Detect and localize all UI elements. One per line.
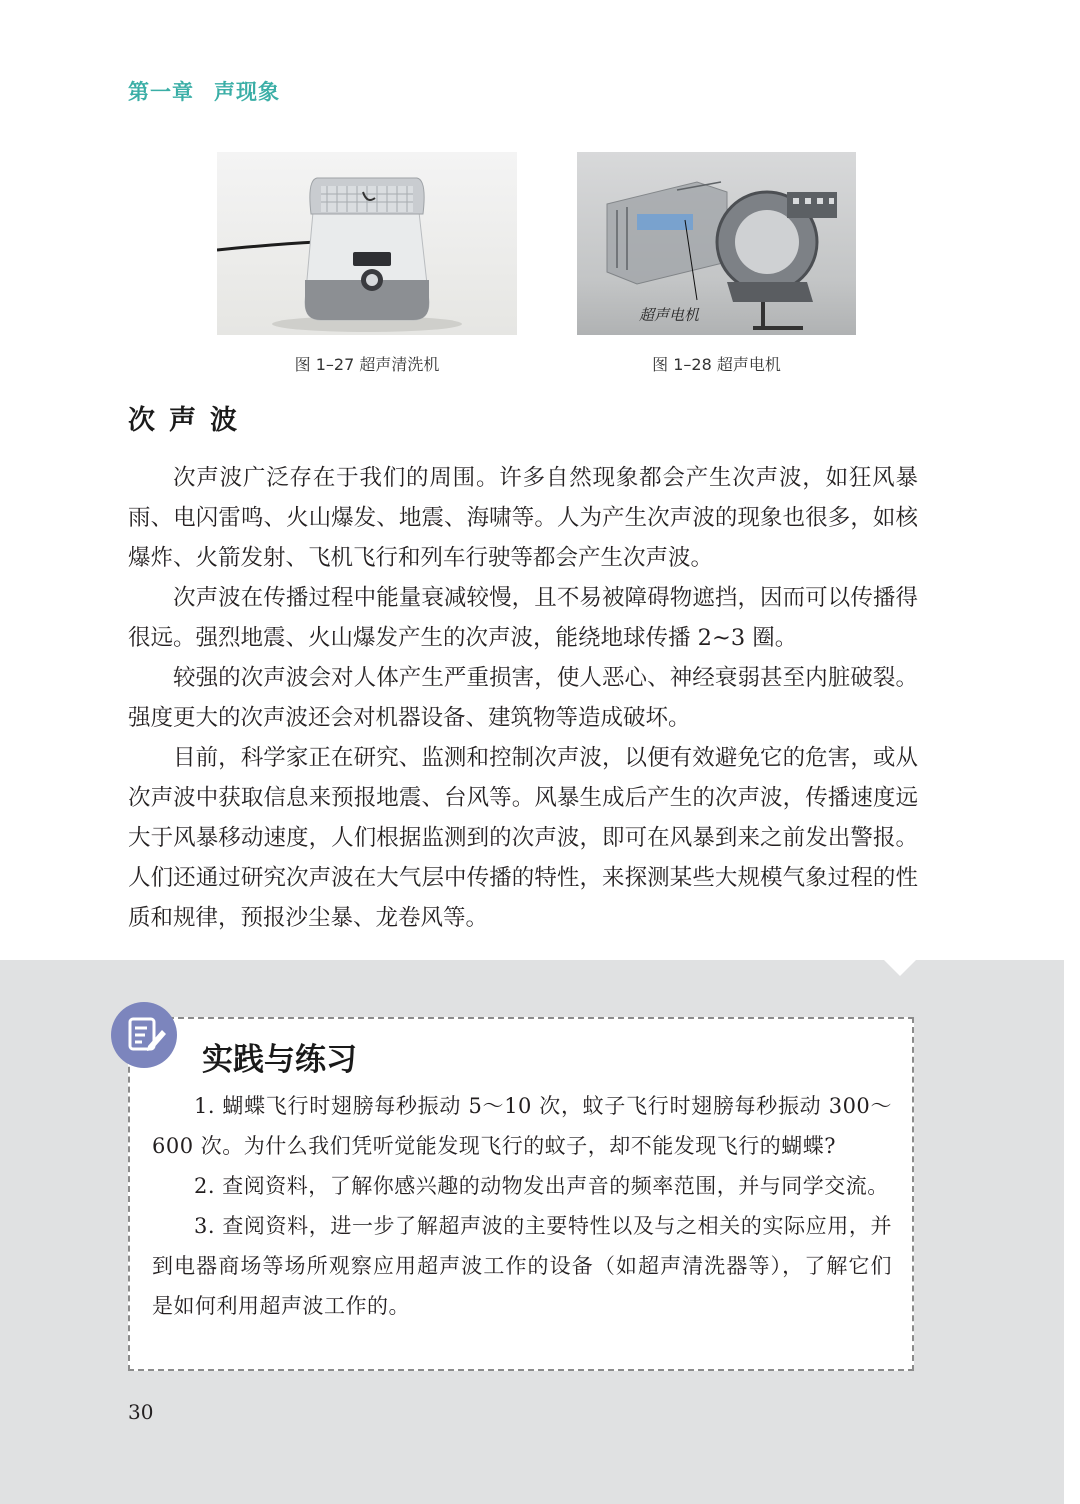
ultrasonic-motor-photo (577, 152, 856, 335)
practice-item: 3. 查阅资料，进一步了解超声波的主要特性以及与之相关的实际应用，并到电器商场等场所观察应用超声波工作的设备（如超声清洗器等），了解它们是如何利用超声波工作的。 (152, 1214, 892, 1318)
chapter-number: 第一章 (128, 80, 194, 104)
practice-item: 1. 蝴蝶飞行时翅膀每秒振动 5～10 次，蚊子飞行时翅膀每秒振动 300～600 次。为什么我们凭听觉能发现飞行的蚊子，却不能发现飞行的蝴蝶? (152, 1094, 892, 1158)
practice-notch (884, 960, 916, 976)
paragraph: 较强的次声波会对人体产生严重损害，使人恶心、神经衰弱甚至内脏破裂。强度更大的次声波还会对机器设备、建筑物等造成破坏。 (128, 665, 918, 731)
paragraph: 目前，科学家正在研究、监测和控制次声波，以便有效避免它的危害，或从次声波中获取信息来预报地震、台风等。风暴生成后产生的次声波，传播速度远大于风暴移动速度，人们根据监测到的次声波，即可在风暴到来之前发出警报。人们还通过研究次声波在大气层中传播的特性，来探测某些大规模气象过程的性质和规律，预报沙尘暴、龙卷风等。 (128, 745, 918, 931)
section-title: 次声波 (128, 405, 251, 436)
figure-caption: 图 1–28 超声电机 (652, 355, 781, 374)
chapter-header (128, 76, 280, 106)
figure-caption: 图 1–27 超声清洗机 (294, 355, 440, 374)
practice-items (152, 1086, 892, 1326)
figure-ultrasonic-motor (577, 152, 856, 374)
paragraph: 次声波广泛存在于我们的周围。许多自然现象都会产生次声波，如狂风暴雨、电闪雷鸣、火山爆发、地震、海啸等。人为产生次声波的现象也很多，如核爆炸、火箭发射、飞机飞行和列车行驶等都会产生次声波。 (128, 465, 918, 571)
motor-photo-label: 超声电机 (639, 306, 700, 324)
practice-item: 2. 查阅资料，了解你感兴趣的动物发出声音的频率范围，并与同学交流。 (194, 1174, 889, 1198)
figure-ultrasonic-cleaner (217, 152, 517, 374)
page-number: 30 (128, 1400, 154, 1424)
ultrasonic-cleaner-illustration (217, 152, 517, 335)
paragraph: 次声波在传播过程中能量衰减较慢，且不易被障碍物遮挡，因而可以传播得很远。强烈地震、火山爆发产生的次声波，能绕地球传播 2~3 圈。 (128, 585, 918, 651)
chapter-title: 声现象 (214, 80, 280, 104)
edit-note-icon (111, 1002, 177, 1068)
practice-title: 实践与练习 (202, 1042, 357, 1078)
ultrasonic-cleaner-photo (217, 152, 517, 335)
section-body (128, 458, 918, 938)
ultrasonic-motor-illustration (577, 152, 856, 335)
